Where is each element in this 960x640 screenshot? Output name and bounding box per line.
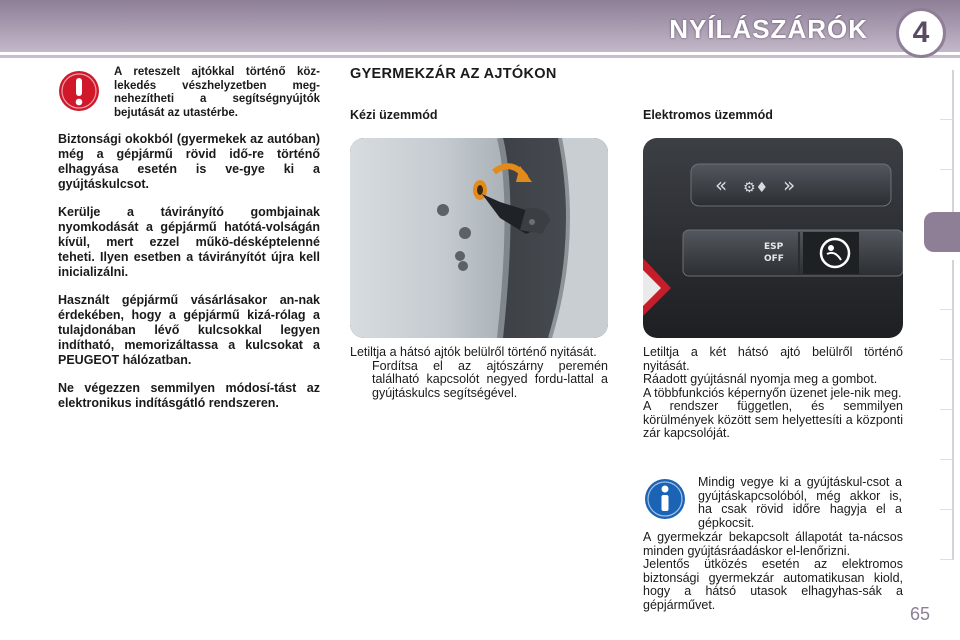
electric-mode-title: Elektromos üzemmód: [643, 108, 773, 122]
note-paragraph: Használt gépjármű vásárlásakor an-nak érdekében, hogy a gépjármű kizá-rólag a tulajdonában lévő kulcsokkal legyen indítható, memorizáltassa a kulcsokat a PEUGEOT hálózatban.: [58, 293, 320, 367]
chapter-tab[interactable]: [940, 510, 954, 560]
page-number: 65: [909, 604, 930, 624]
note-paragraph: A gyermekzár bekapcsolt állapotát ta-nácsos minden gyújtásráadáskor el-lenőrizni.: [643, 530, 903, 558]
left-notes: [58, 132, 320, 424]
child-lock-notes: [643, 531, 903, 612]
chapter-tab[interactable]: [940, 120, 954, 170]
electric-paragraph: Ráadott gyújtásnál nyomja meg a gombot.: [643, 372, 878, 386]
electric-mode-text: [643, 346, 903, 441]
svg-text:»: »: [783, 173, 796, 197]
warning-text: A reteszelt ajtókkal történő köz-lekedés vészhelyzetben meg-nehezítheti a segítségnyújtók bejutását az utastérbe.: [114, 66, 320, 119]
chapter-tab[interactable]: [940, 310, 954, 360]
chapter-tab[interactable]: [940, 360, 954, 410]
exclamation-icon: [58, 70, 100, 112]
chapter-tab[interactable]: [940, 70, 954, 120]
chapter-tab[interactable]: [940, 260, 954, 310]
manual-mode-text: [350, 346, 608, 400]
manual-bullet: [350, 360, 608, 401]
esp-label-1: ESP: [764, 242, 784, 252]
esp-label-2: OFF: [764, 254, 784, 264]
header-divider: [0, 52, 960, 55]
chapter-title: NYÍLÁSZÁRÓK: [669, 14, 868, 44]
chapter-tab[interactable]: [940, 460, 954, 510]
note-paragraph: Ne végezzen semmilyen módosí-tást az elektronikus indításgátló rendszeren.: [58, 381, 320, 410]
svg-text:«: «: [715, 173, 728, 197]
chapter-tabs: [924, 70, 960, 580]
info-icon: [644, 478, 686, 520]
bullet-mark: [350, 360, 372, 401]
chapter-tab-active[interactable]: [924, 212, 960, 252]
note-paragraph: Jelentős ütközés esetén az elektromos biztonsági gyermekzár automatikusan kiold, hogy a hátsó utasok elhagyhas-sák a gépjárművet.: [643, 557, 903, 612]
door-lock-photo: [350, 138, 608, 338]
manual-mode-title: Kézi üzemmód: [350, 108, 438, 122]
svg-text:⚙♦: ⚙♦: [743, 180, 769, 196]
electric-paragraph: Letiltja a két hátsó ajtó belülről történő nyitását.: [643, 345, 903, 373]
dashboard-switch-photo: [643, 138, 903, 338]
manual-intro: Letiltja a hátsó ajtók belülről történő nyitását.: [350, 345, 597, 359]
note-paragraph: Biztonsági okokból (gyermekek az autóban) még a gépjármű rövid idő-re történő elhagyása esetén is ve-gye ki a gyújtáskulcsot.: [58, 132, 320, 191]
electric-paragraph: A rendszer független, és semmilyen körülmények között sem helyettesíti a központi zár kapcsolóját.: [643, 399, 903, 440]
info-text: Mindig vegye ki a gyújtáskul-csot a gyújtáskapcsolóból, még akkor is, ha csak rövid időre hagyja el a gépkocsit.: [698, 475, 902, 530]
chapter-number-badge: 4: [896, 8, 946, 58]
section-title: GYERMEKZÁR AZ AJTÓKON: [350, 66, 557, 82]
note-paragraph: Kerülje a távirányító gombjainak nyomkodását a gépjármű hatótá-volságán kívül, mert ezzel műkö-désképtelenné teheti. Ilyen esetben a távirányítót újra kell inicializálni.: [58, 205, 320, 279]
manual-bullet-text: Fordítsa el az ajtószárny peremén található kapcsolót negyed fordu-lattal a gyújtáskulcs segítségével.: [372, 358, 608, 400]
chapter-tab[interactable]: [940, 410, 954, 460]
electric-paragraph: A többfunkciós képernyőn üzenet jele-nik meg.: [643, 385, 902, 400]
